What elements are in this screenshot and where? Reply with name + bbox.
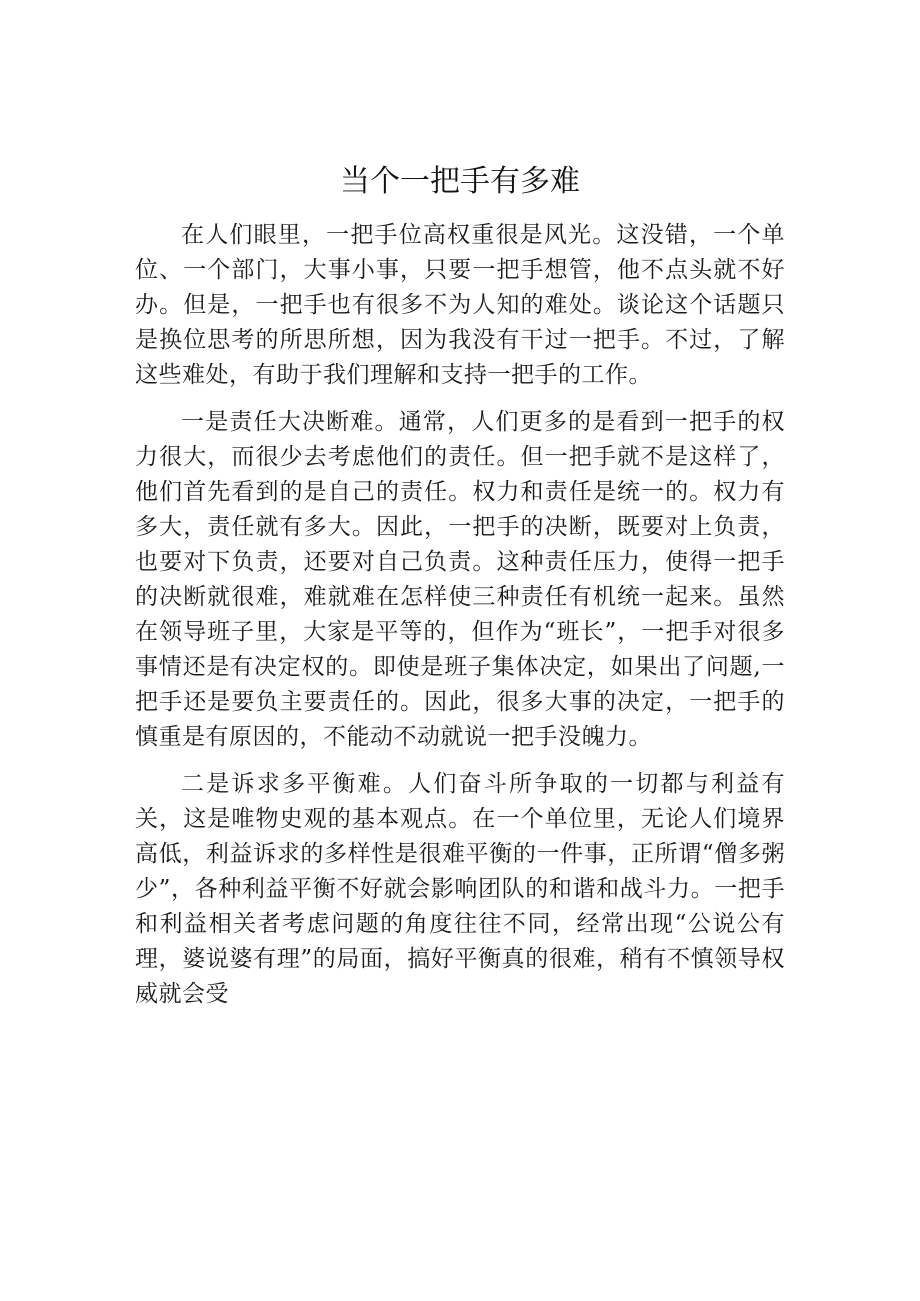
document-title: 当个一把手有多难 <box>340 164 580 199</box>
document-body <box>135 218 785 1024</box>
paragraph-responsibility: 一是责任大决断难。通常，人们更多的是看到一把手的权力很大，而很少去考虑他们的责任。但一把手就不是这样了，他们首先看到的是自己的责任。权力和责任是统一的。权力有多大，责任就有多大。因此，一把手的决断，既要对上负责，也要对下负责，还要对自己负责。这种责任压力，使得一把手的决断就很难，难就难在怎样使三种责任有机统一起来。虽然在领导班子里，大家是平等的，但作为“班长”，一把手对很多事情还是有决定权的。即使是班子集体决定，如果出了问题,一把手还是要负主要责任的。因此，很多大事的决定，一把手的慎重是有原因的，不能动不动就说一把手没魄力。 <box>135 409 785 750</box>
paragraph-balance: 二是诉求多平衡难。人们奋斗所争取的一切都与利益有关，这是唯物史观的基本观点。在一个单位里，无论人们境界高低，利益诉求的多样性是很难平衡的一件事，正所谓“僧多粥少”，各种利益平衡不好就会影响团队的和谐和战斗力。一把手和利益相关者考虑问题的角度往往不同，经常出现“公说公有理，婆说婆有理”的局面，搞好平衡真的很难，稍有不慎领导权威就会受 <box>135 771 785 1007</box>
paragraph-intro: 在人们眼里，一把手位高权重很是风光。这没错，一个单位、一个部门，大事小事，只要一把手想管，他不点头就不好办。但是，一把手也有很多不为人知的难处。谈论这个话题只是换位思考的所思所想，因为我没有干过一把手。不过，了解这些难处，有助于我们理解和支持一把手的工作。 <box>135 222 785 388</box>
